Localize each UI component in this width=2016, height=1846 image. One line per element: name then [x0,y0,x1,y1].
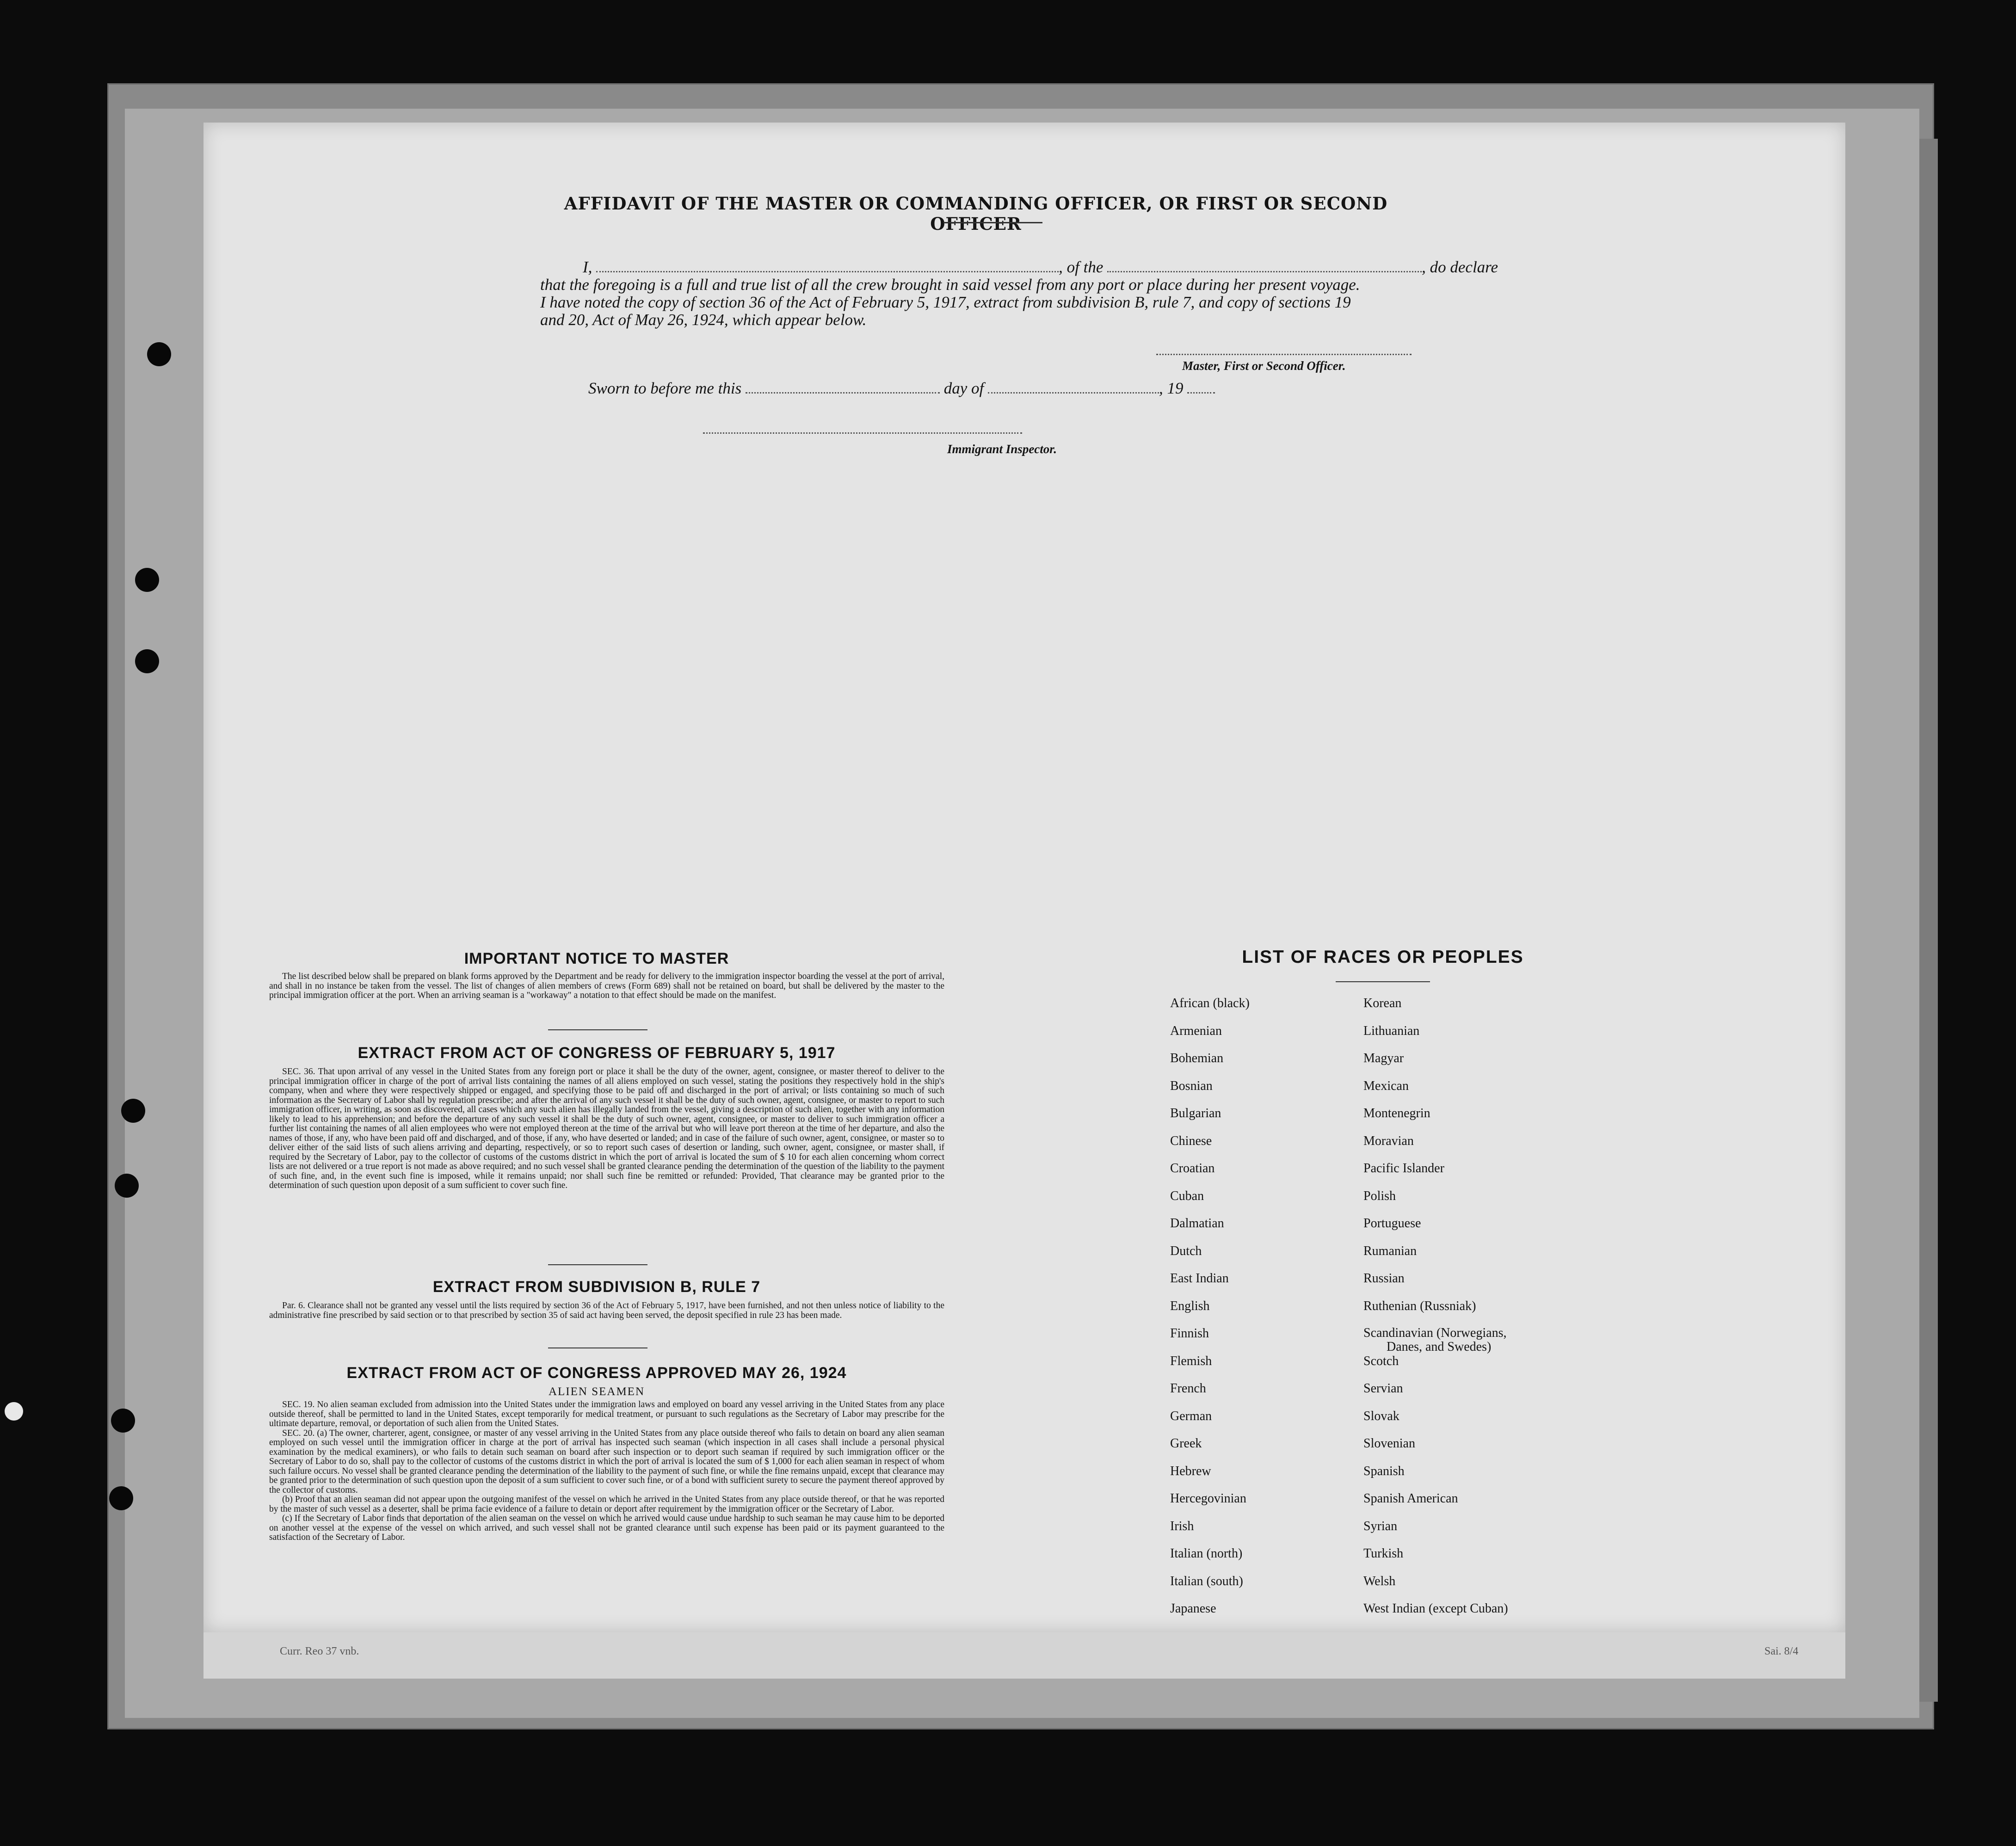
master-signature-label: Master, First or Second Officer. [1182,359,1346,373]
race-item: Bulgarian [1170,1106,1221,1120]
sec-20b-paragraph: (b) Proof that an alien seaman did not appear upon the outgoing manifest of the vessel on which he arrived in the United States from any place outside thereof, or that he was reported by the master of such vessel as a deserter, shall be prima facie evidence of a failure to detain or deport after requirement by the immigration officer or the Secretary of Labor. [269,1495,944,1514]
race-item: Moravian [1363,1133,1414,1148]
race-item: Dalmatian [1170,1216,1224,1231]
race-item: Bohemian [1170,1051,1224,1065]
races-divider [1336,981,1430,982]
notice-text [269,972,944,1001]
race-item: Italian (south) [1170,1574,1243,1588]
section-36-paragraph: SEC. 36. That upon arrival of any vessel in the United States from any foreign port or place it shall be the duty of the owner, agent, consignee, or master thereof to deliver to the principal immigration officer in charge of the port of arrival lists containing the names of all aliens employed on such vessel, stating the positions they respectively hold in the ship's company, when and where they were respectively shipped or engaged, and specifying those to be paid off and discharged in the port of arrival; or lists containing so much of such information as the Secretary of Labor shall by regulation prescribe; and after the arrival of any such vessel it shall be the duty of such owner, agent, consignee, or master to report to such immigration officer, in writing, as soon as discovered, all cases which any such alien has illegally landed from the vessel, giving a description of such alien, together with any information likely to lead to his apprehension; and before the departure of any such vessel it shall be the duty of such owner, agent, consignee, or master to deliver to such immigration officer a further list containing the names of all alien employees who were not employed thereon at the time of the arrival but who will leave port thereon at the time of her departure, and also the names of those, if any, who have been paid off and discharged, and of those, if any, who have deserted or landed; and in case of the failure of such owner, agent, consignee, or master so to deliver either of the said lists of such aliens arriving and departing, respectively, or so to report such cases of desertion or landing, such owner, agent, consignee, or master shall, if required by the Secretary of Labor, pay to the collector of customs of the customs district in which the port of arrival is located the sum of $ 10 for each alien concerning whom correct lists are not delivered or a true report is not made as above required; and no such vessel shall be granted clearance pending the determination of the question of the liability to the payment of such fine, and, in the event such fine is imposed, while it remains unpaid; nor shall such fine be remitted or refunded: Provided, That clearance may be granted prior to the determination of such question upon deposit of a sum sufficient to cover such fine. [269,1067,944,1190]
inspector-signature-line[interactable] [703,422,1022,434]
races-title: LIST OF RACES OR PEOPLES [1242,947,1524,967]
punch-hole [111,1409,135,1433]
footer-left-note: Curr. Reo 37 vnb. [280,1645,359,1657]
sec-20a-paragraph: SEC. 20. (a) The owner, charterer, agent, consignee, or master of any vessel arriving in the United States from any place outside thereof who fails to detain on board any alien seaman employed on such vessel until the immigration officer in charge at the port of arrival has inspected such seaman (which inspection in all cases shall include a personal physical examination by the medical examiners), or who fails to detain such seaman on board after such inspection or to deport such seaman if required by such immigration officer or the Secretary of Labor to do so, shall pay to the collector of customs of the customs district in which the port of arrival is located the sum of $ 1,000 for each alien seaman in respect of whom such failure occurs. No vessel shall be granted clearance pending the determination of the liability to the payment of such fine, or while the fine remains unpaid, except that clearance may be granted prior to the determination of such question upon the deposit of a sum sufficient to cover such fine, or of a bond with sufficient surety to secure the payment thereof approved by the collector of customs. [269,1428,944,1495]
punch-hole [115,1174,139,1198]
race-item: Greek [1170,1436,1202,1451]
race-item: Croatian [1170,1161,1215,1175]
notice-paragraph: The list described below shall be prepared on blank forms approved by the Department and be ready for delivery to the immigration inspector boarding the vessel at the port of arrival, and shall in no instance be taken from the vessel. The list of changes of alien members of crews (Form 689) shall not be retained on board, but shall be delivered by the master to the principal immigration officer at the port. When an arriving seaman is a "workaway" a notation to that effect should be made on the manifest. [269,972,944,1000]
extract-1924-heading: EXTRACT FROM ACT OF CONGRESS APPROVED MAY 26, 1924 [346,1364,847,1382]
race-item: Turkish [1363,1546,1404,1561]
race-item-scandinavian [1363,1326,1622,1354]
race-item: Magyar [1363,1051,1404,1065]
race-item: French [1170,1381,1206,1396]
sworn-day-field[interactable] [746,382,940,394]
race-item: African (black) [1170,996,1250,1010]
race-item: Bosnian [1170,1078,1213,1093]
sworn-line [588,379,1215,398]
divider [548,1264,647,1265]
title-divider [943,222,1042,223]
divider [548,1029,647,1030]
race-item: Cuban [1170,1188,1204,1203]
affidavit-declare: , do declare [1422,258,1498,276]
races-column-2 [1363,996,1622,1629]
rule-7-text [269,1301,944,1320]
affidavit-line-4: and 20, Act of May 26, 1924, which appear below. [540,311,867,329]
punch-hole [135,649,159,673]
race-item: Montenegrin [1363,1106,1430,1120]
sworn-year-field[interactable] [1187,382,1215,394]
extract-1917-heading: EXTRACT FROM ACT OF CONGRESS OF FEBRUARY 5, 1917 [358,1044,836,1062]
affidavit-line-3: I have noted the copy of section 36 of the Act of February 5, 1917, extract from subdivision B, rule 7, and copy of sections 19 [540,293,1351,311]
footer-right-note: Sai. 8/4 [1764,1645,1799,1657]
par-6-paragraph: Par. 6. Clearance shall not be granted any vessel until the lists required by section 36 of the Act of February 5, 1917, have been furnished, and not then unless notice of liability to the administrative fine prescribed by said section or to that prescribed by section 35 of said act having been served, the deposit specified in rule 23 has been made. [269,1301,944,1320]
sworn-year-prefix: , 19 [1159,379,1184,397]
race-item: Mexican [1363,1078,1409,1093]
race-item: Hercegovinian [1170,1491,1246,1506]
name-field[interactable] [596,260,1059,272]
race-item: Servian [1363,1381,1403,1396]
affidavit-title: AFFIDAVIT OF THE MASTER OR COMMANDING OFFICER, OR FIRST OR SECOND OFFICER [564,193,1388,234]
race-item: Polish [1363,1188,1396,1203]
affidavit-line-2: that the foregoing is a full and true list of all the crew brought in said vessel from any port or place during her present voyage. [540,276,1360,294]
race-item: Lithuanian [1363,1023,1420,1038]
notice-heading: IMPORTANT NOTICE TO MASTER [464,950,729,967]
race-item: Spanish [1363,1464,1405,1478]
sworn-month-field[interactable] [988,382,1159,394]
race-item: Russian [1363,1271,1405,1286]
vessel-field[interactable] [1107,260,1422,272]
extract-1917-text [269,1067,944,1191]
affidavit-i: I, [583,258,592,276]
sworn-day-of: day of [943,379,984,397]
page-footer [203,1632,1845,1679]
affidavit-line-1 [583,258,1498,277]
inspector-label: Immigrant Inspector. [947,442,1057,456]
race-item: Flemish [1170,1354,1212,1368]
race-item: East Indian [1170,1271,1229,1286]
race-item: Chinese [1170,1133,1212,1148]
punch-hole [109,1486,133,1510]
race-item: Hebrew [1170,1464,1211,1478]
race-item: Pacific Islander [1363,1161,1444,1175]
race-item: Irish [1170,1519,1194,1533]
race-item: Syrian [1363,1519,1398,1533]
alien-seamen-subheading: ALIEN SEAMEN [548,1385,645,1398]
race-item: Slovak [1363,1409,1399,1423]
race-item: Armenian [1170,1023,1222,1038]
sworn-label: Sworn to before me this [588,379,742,397]
race-item: Portuguese [1363,1216,1421,1231]
race-item-continuation: Danes, and Swedes) [1387,1340,1492,1354]
race-item: Welsh [1363,1574,1396,1588]
race-item: West Indian (except Cuban) [1363,1601,1508,1616]
rule-7-heading: EXTRACT FROM SUBDIVISION B, RULE 7 [432,1278,761,1296]
extract-1924-text [269,1400,944,1543]
race-item: Finnish [1170,1326,1209,1341]
sec-20c-paragraph: (c) If the Secretary of Labor finds that deportation of the alien seaman on the vessel on which he arrived would cause undue hardship to such seaman he may cause him to be deported on another vessel at the expense of the vessel on which arrived, and such vessel shall not be granted clearance until such expense has been paid or its payment guaranteed to the satisfaction of the Secretary of Labor. [269,1514,944,1542]
affidavit-of-the: , of the [1059,258,1104,276]
race-item: Scandinavian (Norwegians, [1363,1326,1507,1340]
race-item: English [1170,1298,1210,1313]
punch-hole [135,568,159,592]
punch-hole [5,1402,23,1421]
race-item: Italian (north) [1170,1546,1243,1561]
punch-hole [147,342,171,366]
race-item: German [1170,1409,1212,1423]
master-signature-line[interactable] [1156,343,1412,355]
race-item: Rumanian [1363,1243,1417,1258]
race-item: Korean [1363,996,1402,1010]
punch-hole [121,1099,145,1123]
sec-19-paragraph: SEC. 19. No alien seaman excluded from admission into the United States under the immigration laws and employed on board any vessel arriving in the United States from any place outside thereof, shall be permitted to land in the United States, except temporarily for medical treatment, or pursuant to such regulations as the Secretary of Labor may prescribe for the ultimate departure, removal, or deportation of such alien from the United States. [269,1400,944,1428]
race-item: Ruthenian (Russniak) [1363,1298,1476,1313]
race-item: Dutch [1170,1243,1202,1258]
race-item: Japanese [1170,1601,1216,1616]
race-item: Spanish American [1363,1491,1458,1506]
race-item: Slovenian [1363,1436,1415,1451]
race-item: Scotch [1363,1354,1399,1368]
